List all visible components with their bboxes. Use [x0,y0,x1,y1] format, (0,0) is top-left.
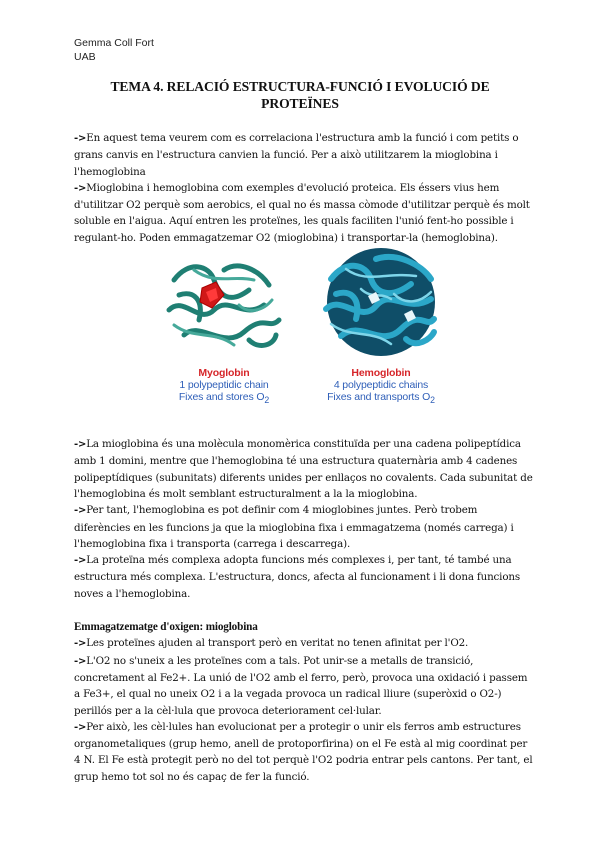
hemoglobin-structure-image [306,244,456,362]
author-name: Gemma Coll Fort [74,37,154,49]
arrow-marker: -> [74,655,87,667]
myoglobin-function-info: Fixes and stores $O_2$ [178,391,270,406]
paragraph: ->Per tant, l'hemoglobina es pot definir com 4 mioglobines juntes. Però trobem diferències en les funcions ja que la mioglobina fixa i emmagatzema (només carrega) i l'hemoglobina fixa i transporta (carrega i descarrega). [74,504,514,550]
document-title: TEMA 4. RELACIÓ ESTRUCTURA-FUNCIÓ I EVOLUCIÓ DE PROTEÏNES [110,79,490,111]
paragraph: ->Les proteïnes ajuden al transport però en veritat no tenen afinitat per l'O2. [74,637,469,650]
paragraph: ->L'O2 no s'uneix a les proteïnes com a tals. Pot unir-se a metalls de transició, concretament al Fe2+. La unió de l'O2 amb el ferro, però, provoca una oxidació i passem a Fe3+, el qual no uneix O2 i a la vegada provoca un radical lliure (superòxid o O2-) perillós per a la cèl·lula que provoca deteriorament cel·lular. [74,654,528,717]
document-body [74,130,534,785]
institution-name: UAB [74,51,96,63]
arrow-marker: -> [74,505,87,517]
arrow-marker: -> [74,555,87,567]
myoglobin-caption [154,367,294,406]
hemoglobin-caption [306,367,456,406]
arrow-marker: -> [74,133,87,144]
paragraph: ->En aquest tema veurem com es correlaciona l'estructura amb la funció i com petits o grans canvis en l'estructura canvien la funció. Per a això utilitzarem la mioglobina i l'hemoglobina [74,132,519,178]
paragraph: ->Per això, les cèl·lules han evolucionat per a protegir o unir els ferros amb estructures organometaliques (grup hemo, anell de protoporfirina) on el Fe està al mig coordinat per 4 N. El Fe està protegit però no del tot perquè l'O2 podria entrar pels cantons. Per tant, el grup hemo tot sol no és capaç de fer la funció. [74,720,533,783]
hemoglobin-chain-info: 4 polypeptidic chains [333,379,429,392]
hemoglobin-label: Hemoglobin [351,367,411,380]
myoglobin-structure-image [154,250,294,362]
arrow-marker: -> [74,638,87,650]
paragraph: ->La mioglobina és una molècula monomèrica constituïda per una cadena polipeptídica amb 1 domini, mentre que l'hemoglobina té una estructura quaternària amb 4 cadenes polipeptídiques (subunitats) diferents unides per enllaços no covalents. Cada subunitat de l'hemoglobina és molt semblant estructuralment a la la mioglobina. [74,438,533,500]
myoglobin-panel [154,250,294,406]
myoglobin-label: Myoglobin [198,367,250,380]
arrow-marker: -> [74,182,87,194]
document-header [74,36,154,64]
arrow-marker: -> [74,439,87,451]
hemoglobin-function-info: Fixes and transports $O_2$ [327,391,435,406]
arrow-marker: -> [74,721,87,733]
paragraph: ->La proteïna més complexa adopta funcions més complexes i, per tant, té també una estructura més complexa. L'estructura, doncs, afecta al funcionament i li dona funcions noves a l'hemoglobina. [74,554,520,600]
hemoglobin-panel [306,244,456,406]
paragraph: ->Mioglobina i hemoglobina com exemples d'evolució proteica. Els éssers vius hem d'utilitzar O2 perquè som aerobics, el qual no és massa còmode d'utilitzar perquè és molt soluble en l'aigua. Aquí entren les proteïnes, les quals faciliten l'unió fent-ho possible i regulant-ho. Poden emmagatzemar O2 (mioglobina) i transportar-la (hemoglobina). [74,181,530,244]
myoglobin-chain-info: 1 polypeptidic chain [179,379,269,392]
protein-figure [74,250,534,428]
section-heading: Emmagatzematge d'oxigen: mioglobina [74,621,258,634]
